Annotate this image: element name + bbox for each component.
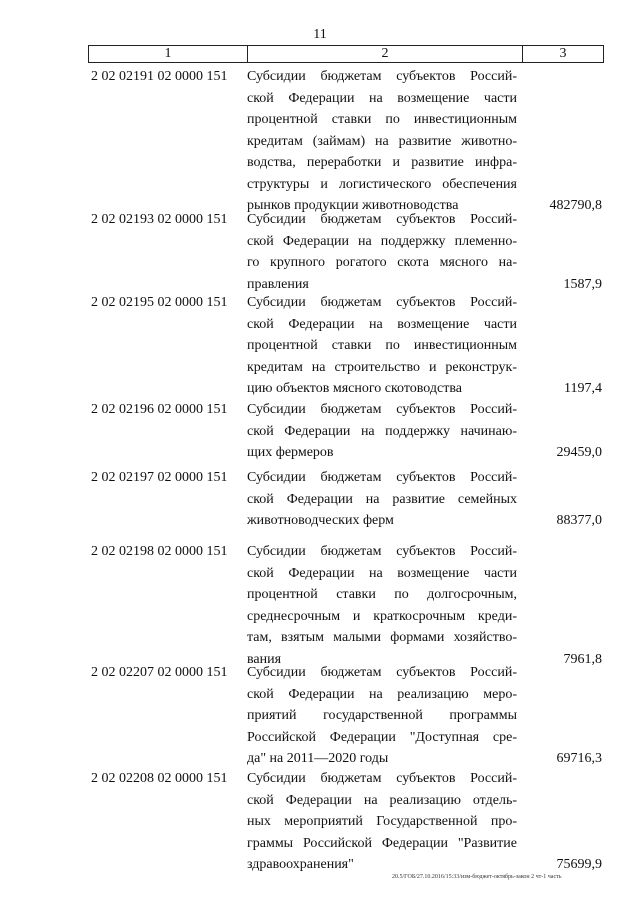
description-line: Субсидии бюджетам субъектов Россий- — [247, 69, 517, 84]
budget-code: 2 02 02195 02 0000 151 — [91, 295, 228, 310]
description-line: граммы Российской Федерации "Развитие — [247, 835, 517, 851]
row-description — [247, 768, 517, 876]
header-col-3: 3 — [559, 46, 567, 61]
description-line: ской Федерации на реализацию меро- — [247, 686, 517, 702]
description-line: процентной ставки по инвестиционным — [247, 112, 517, 127]
description-line: вания — [247, 651, 282, 667]
description-line: го крупного рогатого скота мясного на- — [247, 255, 517, 270]
budget-code: 2 02 02197 02 0000 151 — [91, 470, 228, 485]
row-description — [247, 662, 517, 770]
row-amount: 1197,4 — [564, 381, 602, 396]
description-line: ской Федерации на возмещение части — [247, 565, 517, 581]
description-line: рынков продукции животноводства — [247, 198, 459, 213]
header-col-2: 2 — [248, 46, 523, 62]
description-line: животноводческих ферм — [247, 513, 394, 528]
description-line: там, взятым малыми формами хозяйство- — [247, 630, 517, 645]
description-line: кредитам на строительство и реконструк- — [247, 359, 517, 375]
description-line: Субсидии бюджетам субъектов Россий- — [247, 402, 517, 417]
description-line: ской Федерации на развитие семейных — [247, 491, 517, 507]
row-amount: 69716,3 — [556, 751, 602, 766]
budget-code: 2 02 02196 02 0000 151 — [91, 402, 228, 417]
row-description — [247, 541, 517, 670]
description-line: ных мероприятий Государственной про- — [247, 814, 517, 829]
row-description — [247, 467, 517, 532]
row-description — [247, 209, 517, 295]
footer-text: 20.5/ГОБ/27.10.2016/15:33/изм-бюджет-октябрь-закон 2 чт-1 часть — [392, 874, 562, 880]
description-line: кредитам (займам) на развитие животно- — [247, 133, 517, 149]
budget-code: 2 02 02193 02 0000 151 — [91, 212, 228, 227]
description-line: Субсидии бюджетам субъектов Россий- — [247, 212, 517, 227]
row-amount: 29459,0 — [556, 445, 602, 460]
row-description — [247, 66, 517, 217]
description-line: цию объектов мясного скотоводства — [247, 381, 462, 396]
row-amount: 75699,9 — [556, 857, 602, 872]
header-col-1: 1 — [89, 46, 248, 62]
row-amount: 88377,0 — [556, 513, 602, 528]
description-line: Субсидии бюджетам субъектов Россий- — [247, 544, 517, 559]
budget-code: 2 02 02198 02 0000 151 — [91, 544, 228, 559]
description-line: щих фермеров — [247, 445, 334, 460]
description-line: Субсидии бюджетам субъектов Россий- — [247, 470, 517, 485]
description-line: Субсидии бюджетам субъектов Россий- — [247, 665, 517, 680]
description-line: ской Федерации на поддержку начинаю- — [247, 423, 517, 439]
description-line: да" на 2011—2020 годы — [247, 751, 389, 766]
description-line: здравоохранения" — [247, 857, 354, 872]
row-description — [247, 292, 517, 400]
description-line: Субсидии бюджетам субъектов Россий- — [247, 771, 517, 786]
description-line: структуры и логистического обеспечения — [247, 176, 517, 192]
description-line: правления — [247, 276, 309, 292]
description-line: процентной ставки по долгосрочным, — [247, 587, 517, 602]
table-header — [88, 45, 604, 63]
page-number: 11 — [313, 27, 327, 42]
row-amount: 7961,8 — [563, 651, 602, 667]
budget-code: 2 02 02208 02 0000 151 — [91, 771, 228, 786]
description-line: ской Федерации на возмещение части — [247, 316, 517, 332]
description-line: ской Федерации на реализацию отдель- — [247, 792, 517, 808]
budget-code: 2 02 02207 02 0000 151 — [91, 665, 228, 680]
row-amount: 482790,8 — [549, 198, 602, 213]
description-line: ской Федерации на возмещение части — [247, 90, 517, 106]
description-line: приятий государственной программы — [247, 708, 517, 723]
description-line: водства, переработки и развитие инфра- — [247, 155, 517, 170]
description-line: среднесрочным и краткосрочным креди- — [247, 608, 517, 624]
description-line: Субсидии бюджетам субъектов Россий- — [247, 295, 517, 310]
description-line: процентной ставки по инвестиционным — [247, 338, 517, 353]
description-line: Российской Федерации "Доступная сре- — [247, 729, 517, 745]
budget-code: 2 02 02191 02 0000 151 — [91, 69, 228, 84]
row-amount: 1587,9 — [563, 276, 602, 292]
description-line: ской Федерации на поддержку племенно- — [247, 233, 517, 249]
row-description — [247, 399, 517, 464]
